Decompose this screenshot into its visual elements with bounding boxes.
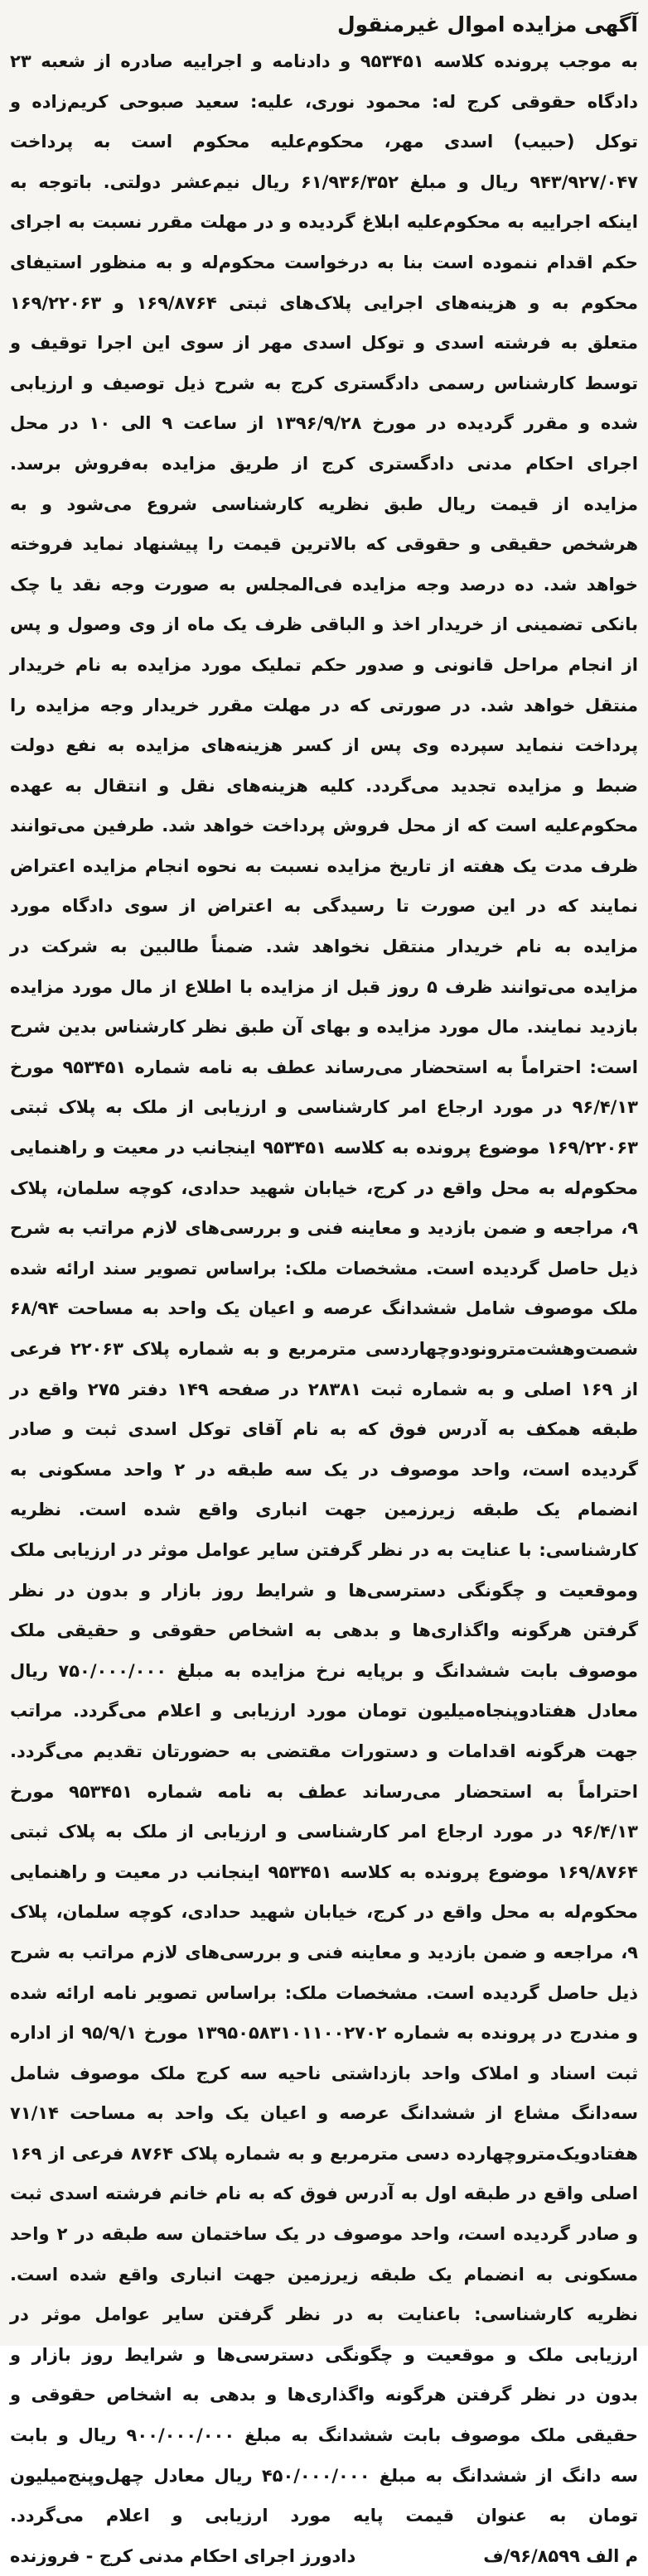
notice-body: به موجب پرونده کلاسه ۹۵۳۴۵۱ و دادنامه و اجراییه صادره از شعبه ۲۳ دادگاه حقوقی کرج له: محمود نوری، علیه: سعید صبوحی کریم‌زاده و توکل (حبیب) اسدی مهر، محکوم‌علیه محکوم است به پرداخت ۹۴۳/۹۲۷/۰۴۷ ریال و مبلغ ۶۱/۹۳۶/۳۵۲ ریال نیم‌عشر دولتی. باتوجه به اینکه اجراییه به محکوم‌علیه ابلاغ گردیده و در مهلت مقرر نسبت به اجرای حکم اقدام ننموده است بنا به درخواست محکوم‌له و به منظور استیفای محکوم به و هزینه‌های اجرایی پلاک‌های ثبتی ۱۶۹/۸۷۶۴ و ۱۶۹/۲۲۰۶۳ متعلق به فرشته اسدی و توکل اسدی مهر از سوی این اجرا توقیف و توسط کارشناس رسمی دادگستری کرج به شرح ذیل توصیف و ارزیابی شده و مقرر گردیده در مورخ ۱۳۹۶/۹/۲۸ از ساعت ۹ الی ۱۰ در محل اجرای احکام مدنی دادگستری کرج از طریق مزایده به‌فروش برسد. مزایده از قیمت ریال طبق نظریه کارشناسی شروع می‌شود و به هرشخص حقیقی و حقوقی که بالاترین قیمت را پیشنهاد نماید فروخته خواهد شد. ده درصد وجه مزایده فی‌المجلس به صورت وجه نقد یا چک بانکی تضمینی از خریدار اخذ و الباقی ظرف یک ماه از وی وصول و پس از انجام مراحل قانونی و صدور حکم تملیک مورد مزایده به نام خریدار منتقل خواهد شد. در صورتی که در مهلت مقرر خریدار وجه مزایده را پرداخت ننماید سپرده وی پس از کسر هزینه‌های مزایده به نفع دولت ضبط و مزایده تجدید می‌گردد. کلیه هزینه‌های نقل و انتقال به عهده محکوم‌علیه است که از محل فروش پرداخت خواهد شد. طرفین می‌توانند ظرف مدت یک هفته از تاریخ مزایده نسبت به نحوه انجام مزایده اعتراض نمایند که در این صورت تا رسیدگی به اعتراض از سوی دادگاه مورد مزایده به نام خریدار منتقل نخواهد شد. ضمناً طالبین به شرکت در مزایده می‌توانند ظرف ۵ روز قبل از مزایده با اطلاع از مال مورد مزایده بازدید نمایند. مال مورد مزایده و بهای آن طبق نظر کارشناس بدین شرح است: احتراماً به استحضار می‌رساند عطف به نامه شماره ۹۵۳۴۵۱ مورخ ۹۶/۴/۱۳ در مورد ارجاع امر کارشناسی و ارزیابی از ملک به پلاک ثبتی ۱۶۹/۲۲۰۶۳ موضوع پرونده به کلاسه ۹۵۳۴۵۱ اینجانب در معیت و راهنمایی محکوم‌له به محل واقع در کرج، خیابان شهید حدادی، کوچه سلمان، پلاک ۹، مراجعه و ضمن بازدید و معاینه فنی و بررسی‌های لازم مراتب به شرح ذیل حاصل گردیده است. مشخصات ملک: براساس تصویر سند ارائه شده ملک موصوف شامل ششدانگ عرصه و اعیان یک واحد به مساحت ۶۸/۹۴ شصت‌وهشت‌مترونودوچهاردسی مترمربع و به شماره پلاک ۲۲۰۶۳ فرعی از ۱۶۹ اصلی و به شماره ثبت ۲۸۳۸۱ در صفحه ۱۴۹ دفتر ۲۷۵ واقع در طبقه همکف به آدرس فوق که به نام آقای توکل اسدی ثبت و صادر گردیده است، واحد موصوف در یک سه طبقه در ۲ واحد مسکونی به انضمام یک طبقه زیرزمین جهت انباری واقع شده است. نظریه کارشناسی: با عنایت به در نظر گرفتن سایر عوامل موثر در ارزیابی ملک وموقعیت و چگونگی دسترسی‌ها و شرایط روز بازار و بدون در نظر گرفتن هرگونه واگذاری‌ها و بدهی به اشخاص حقوقی و حقیقی ملک موصوف بابت ششدانگ و برپایه نرخ مزایده به مبلغ ۷۵۰/۰۰۰/۰۰۰ ریال معادل هفتادوپنجاه‌میلیون تومان مورد ارزیابی و اعلام می‌گردد. مراتب جهت هرگونه اقدامات و دستورات مقتضی به حضورتان تقدیم می‌گردد. احتراماً به استحضار می‌رساند عطف به نامه شماره ۹۵۳۴۵۱ مورخ ۹۶/۴/۱۳ در مورد ارجاع امر کارشناسی و ارزیابی از ملک به پلاک ثبتی ۱۶۹/۸۷۶۴ موضوع پرونده به کلاسه ۹۵۳۴۵۱ اینجانب در معیت و راهنمایی محکوم‌له به محل واقع در کرج، خیابان شهید حدادی، کوچه سلمان، پلاک ۹، مراجعه و ضمن بازدید و معاینه فنی و بررسی‌های لازم مراتب به شرح ذیل حاصل گردیده است. مشخصات ملک: براساس تصویر نامه ارائه شده و مندرج در پرونده به شماره ۱۳۹۵۰۵۸۳۱۰۱۱۰۰۲۷۰۲ مورخ ۹۵/۹/۱ از اداره ثبت اسناد و املاک واحد بازداشتی ناحیه سه کرج ملک موصوف شامل سه‌دانگ مشاع از ششدانگ عرصه و اعیان یک واحد به مساحت ۷۱/۱۴ هفتادویک‌متروچهارده دسی مترمربع و به شماره پلاک ۸۷۶۴ فرعی از ۱۶۹ اصلی واقع در طبقه اول به آدرس فوق که به نام خانم فرشته اسدی ثبت و صادر گردیده است، واحد موصوف در یک ساختمان سه طبقه در ۲ واحد مسکونی به انضمام یک طبقه زیرزمین جهت انباری واقع شده است. نظریه کارشناسی: باعنایت به در نظر گرفتن سایر عوامل موثر در ارزیابی ملک و موقعیت و چگونگی دسترسی‌ها و شرایط روز بازار و بدون در نظر گرفتن هرگونه واگذاری‌ها و بدهی به اشخاص حقوقی و حقیقی ملک موصوف بابت ششدانگ به مبلغ ۹۰۰/۰۰۰/۰۰۰ ریال و بابت سه دانگ از ششدانگ به مبلغ ۴۵۰/۰۰۰/۰۰۰ ریال معادل چهل‌وپنج‌میلیون تومان به عنوان قیمت پایه مورد ارزیابی و اعلام می‌گردد. (10, 51, 639, 2526)
notice-title: آگهی مزایده اموال غیرمنقول (336, 12, 638, 36)
notice-reference: م الف ۹۶/۸۵۹۹/ف (483, 2545, 638, 2566)
notice-signature: دادورز اجرای احکام مدنی کرج - فروزنده (10, 2545, 356, 2566)
notice-footer (10, 2536, 638, 2576)
